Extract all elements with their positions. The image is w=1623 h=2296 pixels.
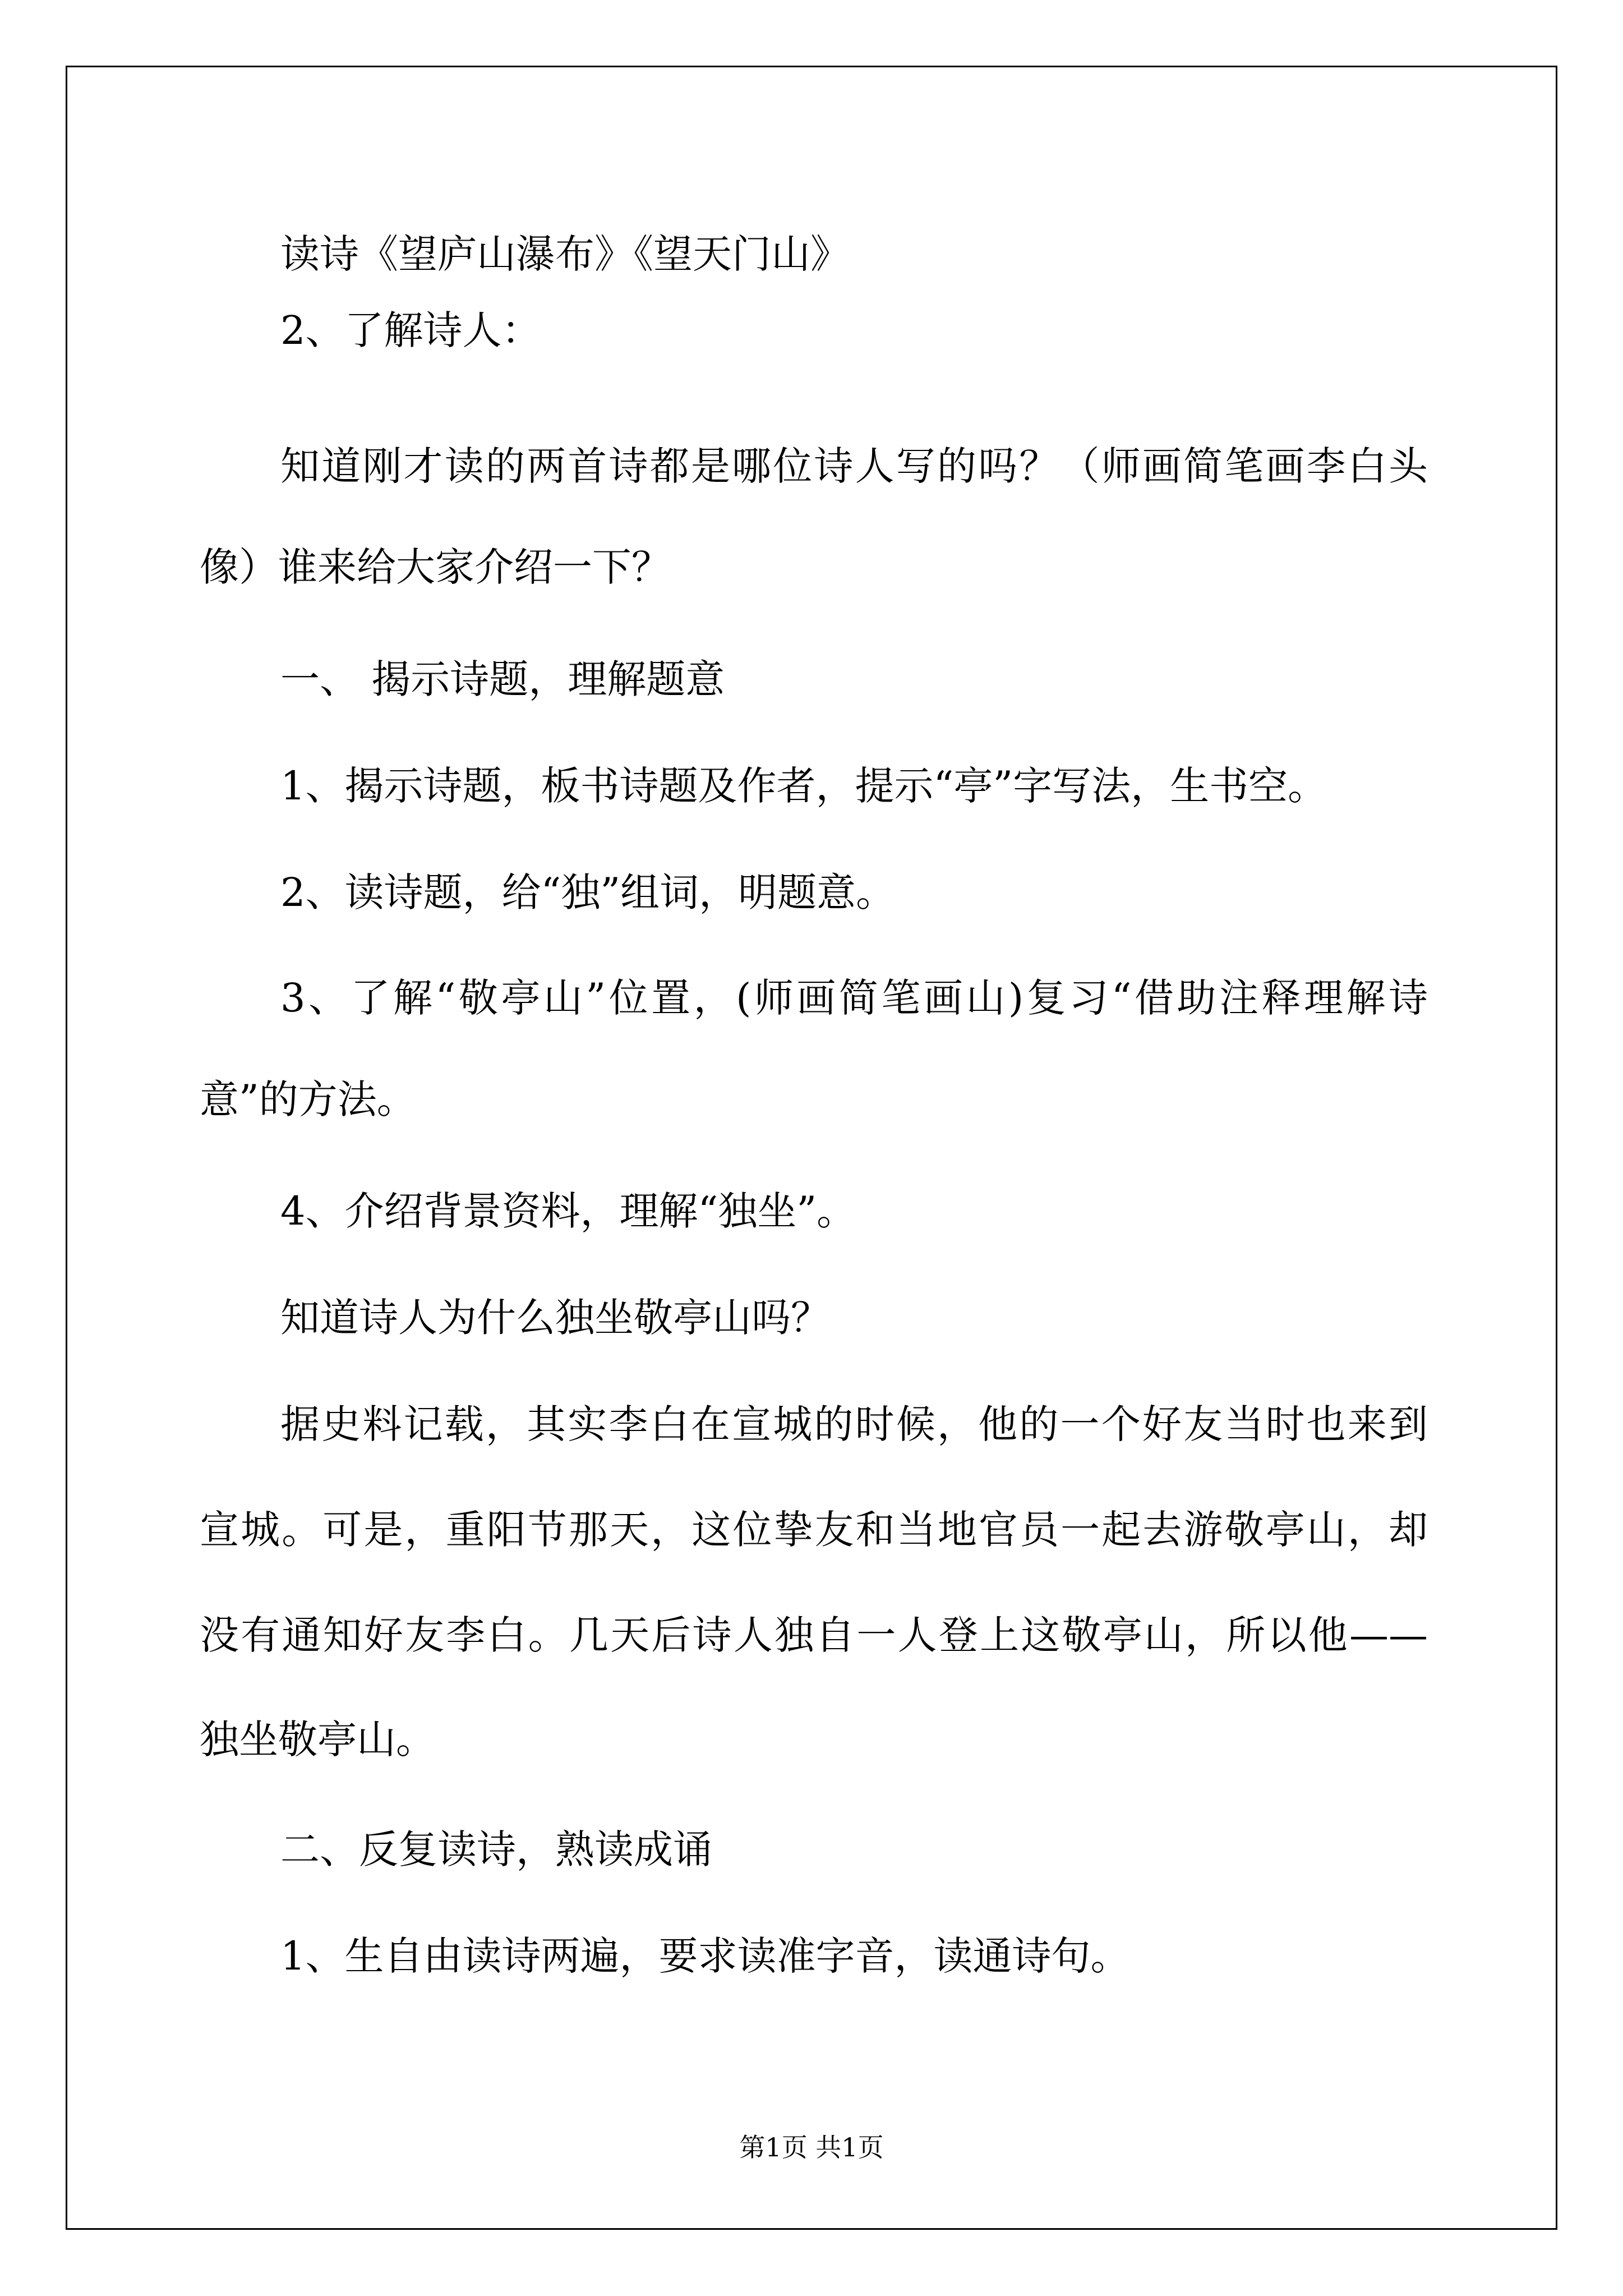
section-heading: 二、反复读诗，熟读成诵 [280,1826,712,1872]
section-heading: 一、 揭示诗题，理解题意 [280,656,725,702]
paragraph-line: 据史料记载，其实李白在宣城的时候，他的一个好友当时也来到 [280,1401,1428,1447]
page-footer: 第1页 共1页 [739,2132,884,2162]
paragraph-line: 独坐敬亭山。 [200,1717,435,1763]
paragraph-line: 1、揭示诗题，板书诗题及作者，提示“亭”字写法，生书空。 [280,763,1327,809]
paragraph-line: 意”的方法。 [200,1076,416,1122]
paragraph-line: 2、了解诗人： [280,307,541,353]
paragraph-line: 像）谁来给大家介绍一下？ [200,544,671,590]
paragraph-line: 知道刚才读的两首诗都是哪位诗人写的吗？（师画简笔画李白头 [280,443,1428,489]
paragraph-line: 1、生自由读诗两遍，要求读准字音，读通诗句。 [280,1933,1130,1979]
paragraph-line: 2、读诗题，给“独”组词，明题意。 [280,869,896,915]
paragraph-line: 没有通知好友李白。几天后诗人独自一人登上这敬亭山，所以他—— [200,1612,1428,1658]
paragraph-line: 读诗《望庐山瀑布》《望天门山》 [280,231,850,277]
paragraph-line: 3、了解“敬亭山”位置，(师画简笔画山)复习“借助注释理解诗 [280,975,1428,1021]
page-border [66,66,1557,2230]
paragraph-line: 4、介绍背景资料，理解“独坐”。 [280,1188,856,1234]
paragraph-line: 知道诗人为什么独坐敬亭山吗？ [280,1295,830,1341]
paragraph-line: 宣城。可是，重阳节那天，这位挚友和当地官员一起去游敬亭山，却 [200,1507,1428,1553]
